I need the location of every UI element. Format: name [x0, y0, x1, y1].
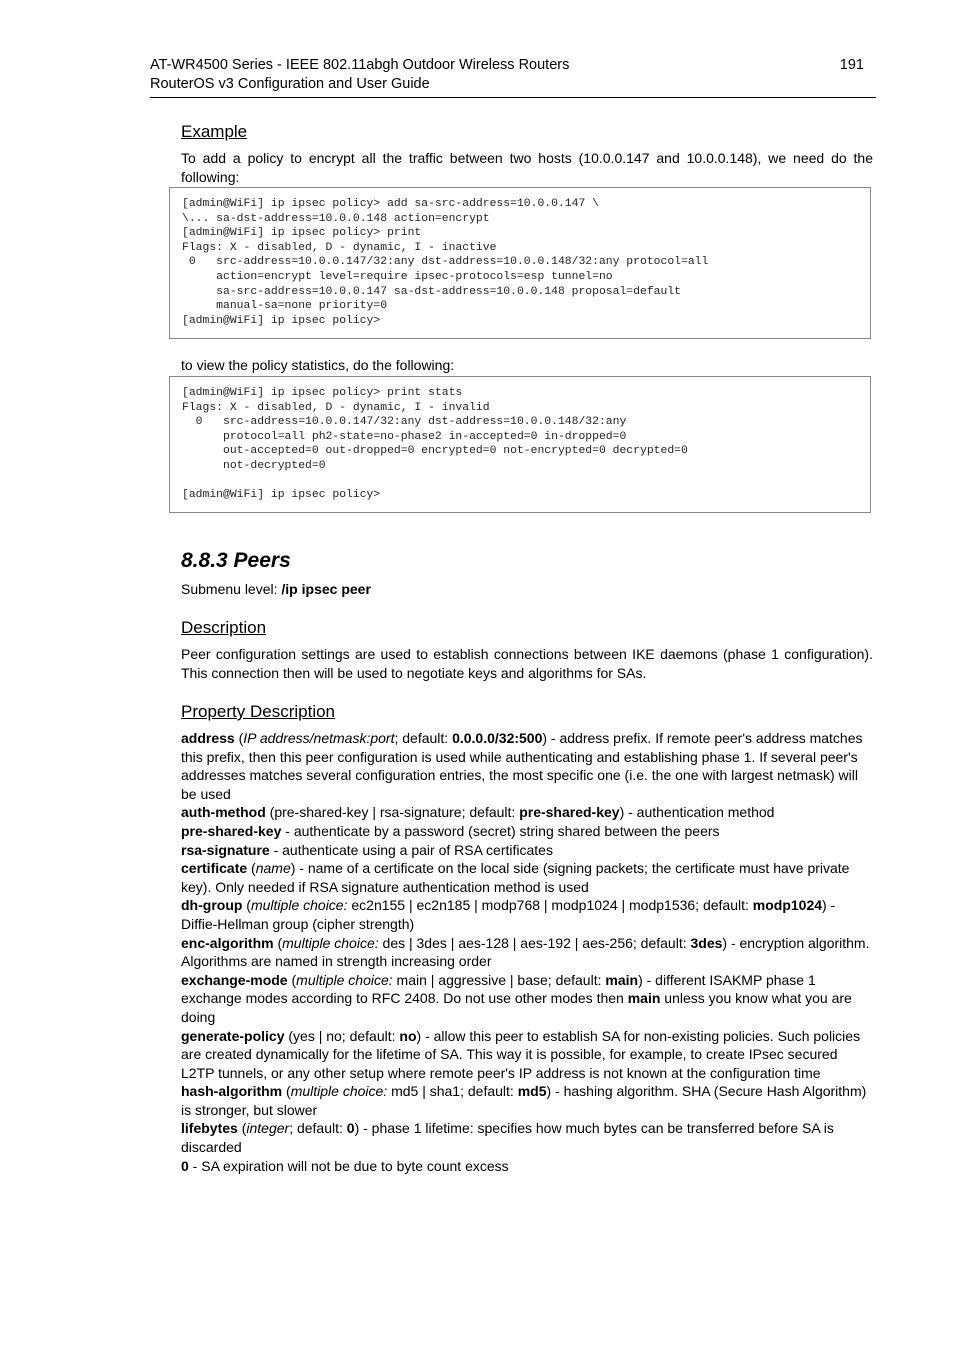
prop-type: IP address/netmask:port: [243, 730, 395, 746]
submenu-path: /ip ipsec peer: [281, 581, 371, 597]
prop-text: (: [237, 1120, 247, 1137]
prop-text: (pre-shared-key | rsa-signature; default:: [265, 804, 520, 821]
code-block-stats: [admin@WiFi] ip ipsec policy> print stats Flags: X - disabled, D - dynamic, I - invalid 0 src-address=10.0.0.147/32:any dst-address=10.0.0.148/32:any protocol=all ph2-state=no-phase2 in-accepted=0 in-dropped=0 out-accepted=0 out-dropped=0 encrypted=0 not-encrypted=0 decrypted=0 not-decrypted=0 [admin@WiFi] ip ipsec policy>: [169, 376, 871, 513]
prop-text: ec2n155 | ec2n185 | modp768 | modp1024 | modp1536; default:: [347, 897, 753, 914]
description-text: Peer configuration settings are used to establish connections between IKE daemons (phase 1 configuration). This connection then will be used to negotiate keys and algorithms for SAs.: [181, 646, 873, 681]
prop-name: certificate: [181, 860, 248, 877]
prop-text: md5 | sha1; default:: [387, 1083, 518, 1100]
prop-text: ) - authentication method: [619, 804, 775, 821]
header-title-line1: AT-WR4500 Series - IEEE 802.11abgh Outdoor Wireless Routers: [150, 57, 570, 73]
prop-text: (: [282, 1083, 291, 1100]
prop-default: pre-shared-key: [519, 804, 620, 821]
prop-dh-group: [181, 896, 873, 933]
prop-text: ) - phase 1 lifetime: specifies how much bytes can be transferred before SA is discarded: [181, 1120, 834, 1156]
description-heading: Description: [181, 618, 267, 637]
prop-text: (: [273, 934, 283, 951]
prop-text: des | 3des | aes-128 | aes-192 | aes-256; default:: [378, 934, 691, 951]
prop-name: dh-group: [181, 897, 243, 914]
prop-default: 3des: [690, 934, 723, 951]
prop-type: multiple choice:: [282, 934, 379, 951]
submenu-level: [181, 580, 873, 599]
prop-keyword: main: [627, 990, 661, 1007]
prop-text: main | aggressive | base; default:: [392, 971, 606, 988]
prop-pre-shared-key: [181, 822, 873, 841]
section-title: 8.8.3 Peers: [181, 549, 291, 572]
stats-intro: to view the policy statistics, do the following:: [181, 357, 455, 373]
page-number: 191: [839, 57, 864, 73]
prop-address: [181, 729, 873, 803]
prop-text: ; default:: [289, 1120, 347, 1137]
prop-name: rsa-signature: [181, 841, 270, 858]
prop-type: multiple choice:: [250, 897, 348, 914]
code-block-policy: [admin@WiFi] ip ipsec policy> add sa-src-address=10.0.0.147 \ \... sa-dst-address=10.0.0.148 action=encrypt [admin@WiFi] ip ipsec policy> print Flags: X - disabled, D - dynamic, I - inactive 0 src-address=10.0.0.147/32:any dst-address=10.0.0.148/32:any protocol=all action=encrypt level=require ipsec-protocols=esp tunnel=no sa-src-address=10.0.0.147 sa-dst-address=10.0.0.148 proposal=default manual-sa=none priority=0 [admin@WiFi] ip ipsec policy>: [169, 187, 871, 339]
prop-default: 0: [346, 1120, 355, 1137]
prop-default: main: [605, 971, 639, 988]
prop-text: (: [287, 971, 297, 988]
submenu-label: Submenu level:: [181, 581, 282, 597]
prop-type: multiple choice:: [296, 971, 393, 988]
prop-text: ) - name of a certificate on the local side (signing packets; the certificate must have private key). Only needed if RSA signature authentication method is used: [181, 860, 850, 895]
prop-name: 0: [181, 1157, 189, 1174]
prop-text: ) - different ISAKMP phase 1 exchange modes according to RFC 2408. Do not use other modes then: [181, 971, 816, 1007]
prop-hash-algorithm: [181, 1082, 873, 1119]
prop-name: exchange-mode: [181, 971, 288, 988]
prop-type: integer: [246, 1120, 290, 1137]
prop-text: unless you know what you are doing: [181, 990, 852, 1025]
prop-text: ) - Diffie-Hellman group (cipher strength): [181, 897, 836, 932]
prop-zero: [181, 1157, 873, 1176]
property-description-heading: Property Description: [181, 702, 336, 721]
prop-name: enc-algorithm: [181, 934, 274, 951]
prop-generate-policy: [181, 1027, 873, 1083]
prop-text: ; default:: [394, 730, 453, 746]
prop-exchange-mode: [181, 971, 873, 1027]
prop-text: (: [247, 860, 256, 877]
prop-text: (: [242, 897, 251, 914]
prop-text: - SA expiration will not be due to byte count excess: [188, 1157, 509, 1174]
header-title-line2: RouterOS v3 Configuration and User Guide: [150, 76, 430, 92]
prop-name: pre-shared-key: [181, 822, 282, 839]
prop-auth-method: [181, 803, 873, 822]
page-header: [150, 55, 876, 98]
prop-type: multiple choice:: [290, 1083, 388, 1100]
example-heading: Example: [181, 122, 248, 141]
prop-text: ) - hashing algorithm. SHA (Secure Hash Algorithm) is stronger, but slower: [181, 1083, 867, 1118]
prop-certificate: [181, 859, 873, 896]
prop-default: 0.0.0.0/32:500: [452, 730, 543, 746]
prop-name: lifebytes: [181, 1120, 238, 1137]
prop-name: auth-method: [181, 804, 266, 821]
prop-text: ) - allow this peer to establish SA for non-existing policies. Such policies are created dynamically for the lifetime of SA. This way it is possible, for example, to create IPsec secured L2TP tunnels, or any other setup where remote peer's IP address is not known at the configuration time: [181, 1027, 861, 1081]
prop-default: no: [399, 1027, 417, 1044]
prop-type: name: [255, 860, 291, 877]
prop-default: md5: [517, 1083, 547, 1100]
property-list: [181, 729, 873, 1175]
prop-text: - authenticate by a password (secret) string shared between the peers: [281, 822, 720, 839]
prop-text: ) - address prefix. If remote peer's address matches this prefix, then this peer configuration is used while authenticating and establishing phase 1. If several peer's addresses matches several configuration entries, the most specific one (i.e. the one with largest netmask) will be used: [181, 730, 863, 802]
prop-name: address: [181, 730, 235, 746]
prop-enc-algorithm: [181, 934, 873, 971]
prop-default: modp1024: [752, 897, 823, 914]
prop-rsa-signature: [181, 841, 873, 860]
prop-text: - authenticate using a pair of RSA certificates: [269, 841, 553, 858]
prop-name: hash-algorithm: [181, 1083, 283, 1100]
example-intro: To add a policy to encrypt all the traffic between two hosts (10.0.0.147 and 10.0.0.148), we need do the following:: [181, 150, 873, 185]
prop-lifebytes: [181, 1119, 873, 1156]
prop-text: (yes | no; default:: [284, 1027, 400, 1044]
prop-name: generate-policy: [181, 1027, 285, 1044]
prop-text: ) - encryption algorithm. Algorithms are named in strength increasing order: [181, 934, 870, 970]
prop-text: (: [234, 730, 244, 746]
